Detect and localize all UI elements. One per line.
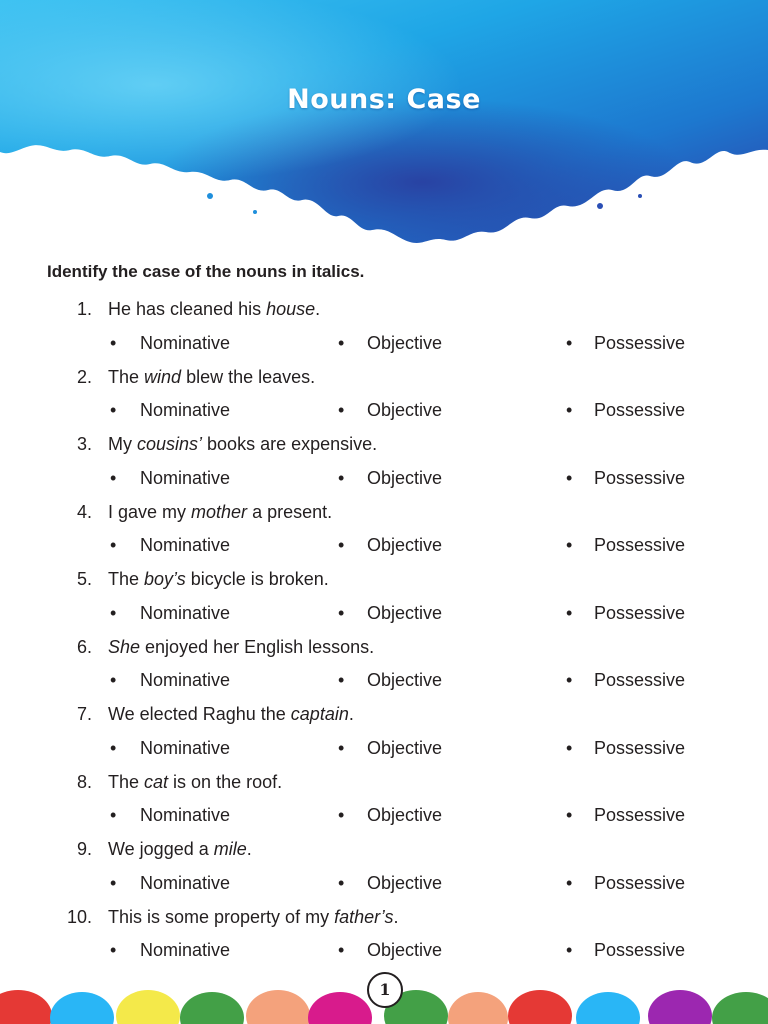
option-possessive[interactable]: Possessive — [594, 940, 686, 960]
question-text-before: He has cleaned his — [108, 299, 267, 319]
question-item — [0, 634, 768, 660]
question-text-after: a present. — [247, 501, 333, 522]
option-nominative[interactable]: Nominative — [140, 670, 231, 690]
question-text-before: We elected Raghu the — [108, 704, 291, 724]
option-nominative[interactable]: Nominative — [140, 602, 231, 623]
question-item — [0, 566, 768, 592]
question-number: 2. — [76, 366, 92, 387]
option-objective[interactable]: Objective — [367, 400, 443, 420]
option-bullet: • — [110, 872, 117, 893]
question-text — [108, 296, 320, 322]
option-objective[interactable]: Objective — [367, 940, 443, 960]
option-bullet: • — [338, 467, 345, 488]
question-item — [0, 499, 768, 525]
question-number: 10. — [66, 906, 92, 927]
option-nominative[interactable]: Nominative — [140, 400, 231, 420]
question-text-before: My — [108, 434, 137, 454]
option-objective[interactable]: Objective — [367, 805, 443, 825]
option-possessive[interactable]: Possessive — [594, 805, 686, 825]
option-possessive[interactable]: Possessive — [594, 467, 686, 488]
option-bullet: • — [338, 805, 345, 825]
question-number: 1. — [76, 299, 92, 319]
option-possessive[interactable]: Possessive — [594, 670, 686, 690]
option-possessive[interactable]: Possessive — [594, 872, 686, 893]
option-bullet: • — [338, 737, 345, 758]
question-text — [108, 769, 282, 795]
option-bullet: • — [566, 872, 573, 893]
option-bullet: • — [338, 332, 345, 353]
option-possessive[interactable]: Possessive — [594, 332, 686, 353]
option-bullet: • — [338, 940, 345, 960]
question-number: 9. — [76, 839, 92, 859]
option-nominative[interactable]: Nominative — [140, 940, 231, 960]
option-possessive[interactable]: Possessive — [594, 400, 686, 420]
question-text — [108, 499, 332, 525]
instructions-heading: Identify the case of the nouns in italics. — [47, 262, 365, 281]
italic-noun: mother — [191, 501, 248, 522]
option-objective[interactable]: Objective — [367, 332, 443, 353]
question-text-after: blew the leaves. — [181, 366, 316, 387]
option-bullet: • — [566, 737, 573, 758]
question-item — [0, 836, 768, 862]
question-text-after: books are expensive. — [202, 434, 378, 454]
option-objective[interactable]: Objective — [367, 737, 443, 758]
italic-noun: She — [108, 636, 141, 657]
question-text — [108, 836, 252, 862]
question-number: 8. — [76, 771, 92, 792]
option-bullet: • — [338, 670, 345, 690]
option-objective[interactable]: Objective — [367, 670, 443, 690]
question-number: 4. — [76, 501, 92, 522]
question-text-before: This is some property of my — [108, 906, 335, 927]
option-bullet: • — [338, 535, 345, 555]
question-text-before: The — [108, 569, 145, 589]
option-bullet: • — [566, 805, 573, 825]
question-text — [108, 634, 374, 660]
option-bullet: • — [110, 535, 117, 555]
option-bullet: • — [110, 467, 117, 488]
question-text-after: is on the roof. — [168, 771, 283, 792]
question-text — [108, 364, 315, 390]
italic-noun: boy’s — [144, 569, 186, 589]
question-item — [0, 296, 768, 322]
question-text-before: The — [108, 771, 145, 792]
question-text-after: . — [246, 839, 252, 859]
option-possessive[interactable]: Possessive — [594, 535, 686, 555]
question-text-after: enjoyed her English lessons. — [140, 636, 375, 657]
option-possessive[interactable]: Possessive — [594, 737, 686, 758]
question-number: 3. — [76, 434, 92, 454]
question-number: 5. — [76, 569, 92, 589]
italic-noun: father’s — [334, 906, 394, 927]
header-watercolor-banner — [0, 0, 768, 250]
option-nominative[interactable]: Nominative — [140, 737, 231, 758]
option-bullet: • — [110, 805, 117, 825]
option-objective[interactable]: Objective — [367, 535, 443, 555]
option-nominative[interactable]: Nominative — [140, 805, 231, 825]
question-text-after: . — [348, 704, 354, 724]
question-text — [108, 566, 329, 592]
question-item — [0, 431, 768, 457]
option-bullet: • — [338, 872, 345, 893]
italic-noun: captain — [290, 704, 349, 724]
option-nominative[interactable]: Nominative — [140, 467, 231, 488]
option-objective[interactable]: Objective — [367, 872, 443, 893]
italic-noun: house — [266, 299, 316, 319]
italic-noun: cat — [144, 771, 169, 792]
italic-noun: wind — [144, 366, 182, 387]
option-bullet: • — [566, 467, 573, 488]
option-nominative[interactable]: Nominative — [140, 535, 231, 555]
question-text — [108, 431, 377, 457]
question-number: 6. — [76, 636, 92, 657]
option-bullet: • — [110, 602, 117, 623]
option-bullet: • — [110, 332, 117, 353]
question-text-before: The — [108, 366, 145, 387]
question-item — [0, 904, 768, 930]
option-objective[interactable]: Objective — [367, 602, 443, 623]
option-bullet: • — [110, 940, 117, 960]
option-objective[interactable]: Objective — [367, 467, 443, 488]
question-text — [108, 701, 354, 727]
option-bullet: • — [110, 400, 117, 420]
option-bullet: • — [566, 940, 573, 960]
question-text-after: . — [393, 906, 399, 927]
option-bullet: • — [338, 602, 345, 623]
question-text-after: bicycle is broken. — [185, 569, 329, 589]
question-number: 7. — [76, 704, 92, 724]
page-number: 1 — [367, 972, 403, 1008]
question-text — [108, 904, 398, 930]
option-bullet: • — [566, 670, 573, 690]
option-bullet: • — [110, 737, 117, 758]
option-bullet: • — [566, 332, 573, 353]
italic-noun: cousins’ — [137, 434, 203, 454]
page-title: Nouns: Case — [287, 84, 481, 115]
option-bullet: • — [566, 535, 573, 555]
option-nominative[interactable]: Nominative — [140, 332, 231, 353]
option-possessive[interactable]: Possessive — [594, 602, 686, 623]
option-bullet: • — [338, 400, 345, 420]
option-nominative[interactable]: Nominative — [140, 872, 231, 893]
question-text-after: . — [315, 299, 321, 319]
question-item — [0, 769, 768, 795]
option-bullet: • — [566, 602, 573, 623]
question-text-before: We jogged a — [108, 839, 214, 859]
option-bullet: • — [566, 400, 573, 420]
option-bullet: • — [110, 670, 117, 690]
question-item — [0, 364, 768, 390]
italic-noun: mile — [213, 839, 247, 859]
question-item — [0, 701, 768, 727]
question-text-before: I gave my — [108, 501, 192, 522]
